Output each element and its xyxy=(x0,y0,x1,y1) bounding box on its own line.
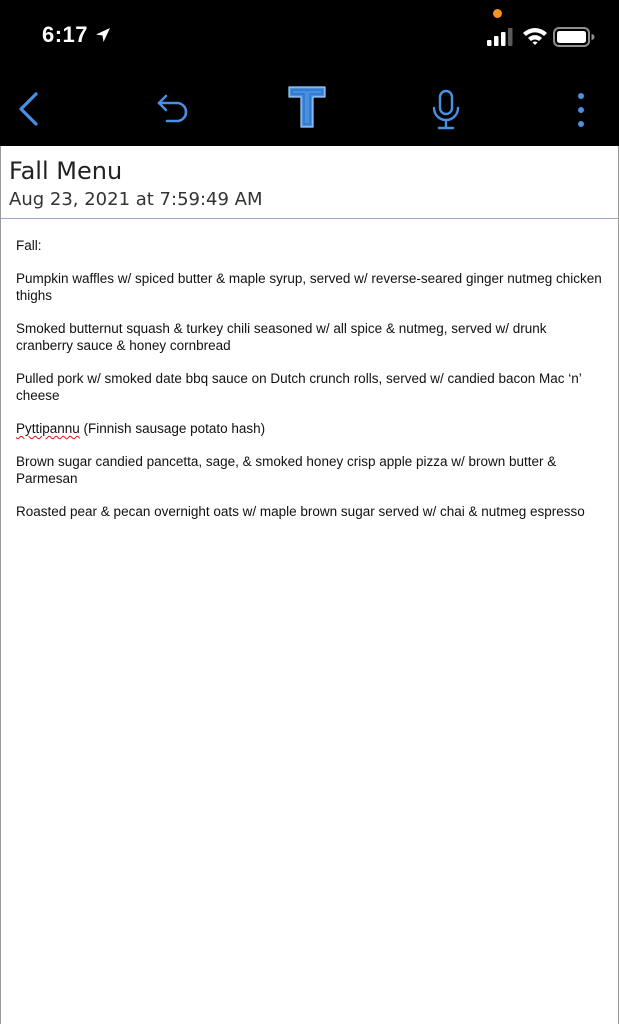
microphone-button[interactable] xyxy=(430,88,462,132)
battery-icon xyxy=(553,26,595,48)
paragraph: Brown sugar candied pancetta, sage, & smoked honey crisp apple pizza w/ brown butter & Parmesan xyxy=(16,454,557,486)
status-bar xyxy=(0,0,619,72)
document-body[interactable] xyxy=(1,219,618,520)
undo-button[interactable] xyxy=(155,88,191,126)
cellular-signal-icon xyxy=(487,28,515,46)
paragraph: Fall: xyxy=(16,238,42,253)
misspelled-word[interactable]: Pyttipannu xyxy=(16,421,80,436)
privacy-dot-icon xyxy=(493,9,502,18)
back-icon xyxy=(14,90,44,128)
paragraph: Roasted pear & pecan overnight oats w/ maple brown sugar served w/ chai & nutmeg espresso xyxy=(16,504,585,519)
toolbar xyxy=(0,72,619,146)
document-title[interactable]: Fall Menu xyxy=(9,157,123,185)
text-format-button[interactable] xyxy=(286,84,328,130)
paragraph: Pulled pork w/ smoked date bbq sauce on Dutch crunch rolls, served w/ candied bacon Mac ‘n’ cheese xyxy=(16,371,582,403)
back-button[interactable] xyxy=(14,90,44,128)
text-format-icon xyxy=(286,84,328,130)
paragraph-text: (Finnish sausage potato hash) xyxy=(79,421,266,436)
paragraph: Pumpkin waffles w/ spiced butter & maple syrup, served w/ reverse-seared ginger nutmeg chicken thighs xyxy=(16,271,602,303)
document-date: Aug 23, 2021 at 7:59:49 AM xyxy=(9,189,263,210)
microphone-icon xyxy=(430,88,462,132)
more-icon xyxy=(570,90,592,130)
paragraph xyxy=(16,420,606,437)
wifi-icon xyxy=(522,26,548,46)
status-time: 6:17 xyxy=(42,22,89,47)
location-arrow-icon xyxy=(95,27,111,43)
more-button[interactable] xyxy=(570,90,592,130)
paragraph: Smoked butternut squash & turkey chili seasoned w/ all spice & nutmeg, served w/ drunk cranberry sauce & honey cornbread xyxy=(16,321,547,353)
undo-icon xyxy=(155,88,191,126)
document-page xyxy=(0,146,619,1024)
document-header xyxy=(1,146,618,219)
